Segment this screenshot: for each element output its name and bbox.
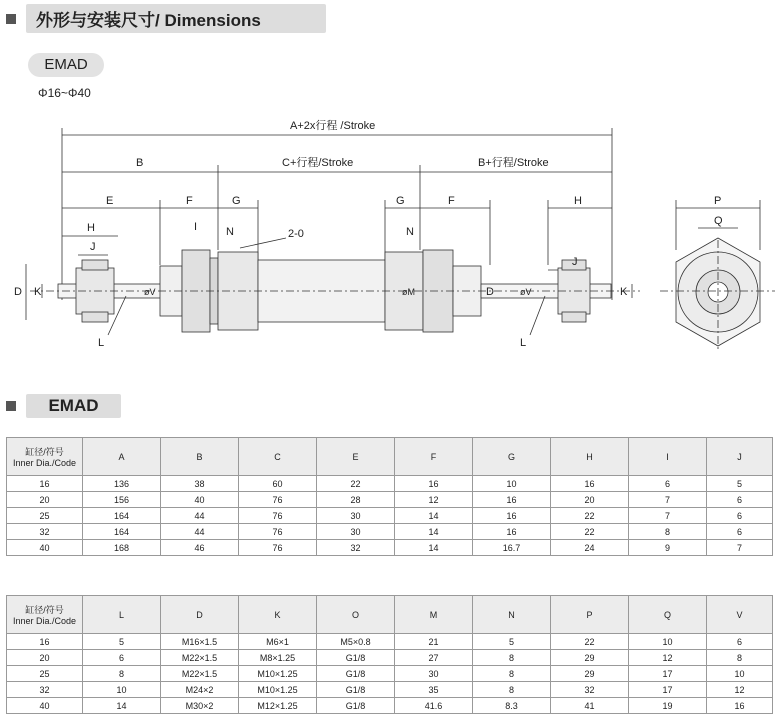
- code-cell: 16: [7, 476, 83, 492]
- table-cell: M30×2: [161, 698, 239, 714]
- table-cell: 22: [317, 476, 395, 492]
- table-cell: 40: [161, 492, 239, 508]
- table-cell: 38: [161, 476, 239, 492]
- table-cell: 76: [239, 540, 317, 556]
- table-cell: 5: [473, 634, 551, 650]
- table-cell: 7: [707, 540, 773, 556]
- label-n-right: N: [406, 226, 414, 238]
- section-header-dimensions: [6, 4, 326, 33]
- header-k: K: [239, 596, 317, 634]
- header-code: 缸径/符号 Inner Dia./Code: [7, 438, 83, 476]
- table-cell: 32: [317, 540, 395, 556]
- table-cell: G1/8: [317, 682, 395, 698]
- label-two-zero: 2-0: [288, 228, 304, 240]
- table-cell: 136: [83, 476, 161, 492]
- header-a: A: [83, 438, 161, 476]
- table-row: [7, 650, 773, 666]
- code-cell: 25: [7, 666, 83, 682]
- table-cell: 46: [161, 540, 239, 556]
- table-cell: 8: [473, 666, 551, 682]
- code-cell: 40: [7, 698, 83, 714]
- table-cell: 22: [551, 634, 629, 650]
- label-j-left: J: [90, 241, 96, 253]
- header-d: D: [161, 596, 239, 634]
- code-cell: 20: [7, 492, 83, 508]
- header-h: H: [551, 438, 629, 476]
- table-cell: 168: [83, 540, 161, 556]
- table-cell: 10: [629, 634, 707, 650]
- table-cell: 14: [395, 540, 473, 556]
- label-k-left: K: [34, 286, 42, 298]
- section-title: 外形与安装尺寸/ Dimensions: [26, 4, 326, 33]
- table-cell: 27: [395, 650, 473, 666]
- label-b-stroke: B+行程/Stroke: [478, 157, 549, 169]
- table-row: [7, 540, 773, 556]
- table-cell: 10: [707, 666, 773, 682]
- label-b: B: [136, 157, 144, 169]
- table-cell: M10×1.25: [239, 682, 317, 698]
- table-cell: 76: [239, 492, 317, 508]
- bullet-square-icon: [6, 14, 16, 24]
- code-cell: 16: [7, 634, 83, 650]
- table-cell: 14: [395, 508, 473, 524]
- table-cell: 7: [629, 492, 707, 508]
- table-cell: 14: [83, 698, 161, 714]
- header-o: O: [317, 596, 395, 634]
- table-cell: 41: [551, 698, 629, 714]
- table-cell: G1/8: [317, 666, 395, 682]
- label-f-left: F: [186, 195, 193, 207]
- table-cell: 6: [707, 634, 773, 650]
- label-i: I: [194, 221, 198, 233]
- table-cell: 22: [551, 524, 629, 540]
- table-cell: 10: [83, 682, 161, 698]
- label-f-right: F: [448, 195, 455, 207]
- table-cell: 5: [83, 634, 161, 650]
- label-n-left: N: [226, 226, 234, 238]
- bore-range: Φ16~Φ40: [38, 86, 91, 100]
- table-cell: 28: [317, 492, 395, 508]
- table-row: [7, 524, 773, 540]
- table-cell: 44: [161, 508, 239, 524]
- table-cell: 12: [629, 650, 707, 666]
- header-n: N: [473, 596, 551, 634]
- table-cell: 8: [707, 650, 773, 666]
- label-v-left: øV: [144, 287, 156, 297]
- dimensions-table-1: [6, 437, 773, 556]
- table-cell: 76: [239, 508, 317, 524]
- header-j: J: [707, 438, 773, 476]
- label-j-right: J: [572, 256, 578, 268]
- table-cell: 60: [239, 476, 317, 492]
- code-cell: 32: [7, 682, 83, 698]
- label-a-total: A+2x行程 /Stroke: [290, 120, 376, 132]
- label-k-right: K: [620, 286, 628, 298]
- table-cell: 16: [395, 476, 473, 492]
- header-code: 缸径/符号 Inner Dia./Code: [7, 596, 83, 634]
- label-p: P: [714, 195, 722, 207]
- table-cell: 16: [707, 698, 773, 714]
- table-cell: 16: [551, 476, 629, 492]
- table-cell: 12: [707, 682, 773, 698]
- label-h-right: H: [574, 195, 582, 207]
- table-cell: 24: [551, 540, 629, 556]
- table-row: [7, 508, 773, 524]
- table-cell: 156: [83, 492, 161, 508]
- table-row: [7, 492, 773, 508]
- table-cell: 8: [473, 682, 551, 698]
- table-cell: 30: [317, 508, 395, 524]
- section-title: EMAD: [26, 394, 121, 418]
- label-c-stroke: C+行程/Stroke: [282, 157, 354, 169]
- label-q: Q: [714, 215, 723, 227]
- header-c: C: [239, 438, 317, 476]
- table-cell: M5×0.8: [317, 634, 395, 650]
- header-m: M: [395, 596, 473, 634]
- header-v: V: [707, 596, 773, 634]
- label-d-right: D: [486, 286, 494, 298]
- header-b: B: [161, 438, 239, 476]
- table-cell: 12: [395, 492, 473, 508]
- table-cell: 76: [239, 524, 317, 540]
- table-cell: 16: [473, 524, 551, 540]
- bullet-square-icon: [6, 401, 16, 411]
- table-cell: 21: [395, 634, 473, 650]
- header-p: P: [551, 596, 629, 634]
- table-cell: 6: [707, 524, 773, 540]
- table-cell: 14: [395, 524, 473, 540]
- table-cell: 8.3: [473, 698, 551, 714]
- table-cell: 9: [629, 540, 707, 556]
- table-cell: 7: [629, 508, 707, 524]
- table-row: [7, 682, 773, 698]
- code-cell: 40: [7, 540, 83, 556]
- table-cell: G1/8: [317, 650, 395, 666]
- section-header-emad: [6, 394, 121, 418]
- table-cell: 10: [473, 476, 551, 492]
- code-cell: 25: [7, 508, 83, 524]
- label-m: øM: [402, 287, 415, 297]
- model-badge: EMAD: [28, 53, 104, 77]
- table-cell: M8×1.25: [239, 650, 317, 666]
- table-cell: 22: [551, 508, 629, 524]
- table-cell: M24×2: [161, 682, 239, 698]
- table-cell: M22×1.5: [161, 666, 239, 682]
- table-cell: 41.6: [395, 698, 473, 714]
- table-cell: 29: [551, 666, 629, 682]
- table-cell: 16: [473, 508, 551, 524]
- header-q: Q: [629, 596, 707, 634]
- label-g-left: G: [232, 195, 241, 207]
- table-cell: 29: [551, 650, 629, 666]
- label-d-left: D: [14, 286, 22, 298]
- table-cell: 19: [629, 698, 707, 714]
- table-cell: 17: [629, 666, 707, 682]
- header-f: F: [395, 438, 473, 476]
- table-cell: 30: [395, 666, 473, 682]
- table-cell: 35: [395, 682, 473, 698]
- table-row: [7, 634, 773, 650]
- label-l-right: L: [520, 337, 527, 349]
- table-cell: 5: [707, 476, 773, 492]
- table-cell: M16×1.5: [161, 634, 239, 650]
- table-cell: 6: [83, 650, 161, 666]
- header-i: I: [629, 438, 707, 476]
- table-cell: 16: [473, 492, 551, 508]
- table-row: [7, 666, 773, 682]
- code-cell: 20: [7, 650, 83, 666]
- code-cell: 32: [7, 524, 83, 540]
- table-cell: 6: [629, 476, 707, 492]
- table-cell: M12×1.25: [239, 698, 317, 714]
- table-cell: 6: [707, 492, 773, 508]
- table-cell: 164: [83, 508, 161, 524]
- table-cell: G1/8: [317, 698, 395, 714]
- table-cell: 16.7: [473, 540, 551, 556]
- table-cell: 8: [473, 650, 551, 666]
- table-cell: 6: [707, 508, 773, 524]
- table-row: [7, 476, 773, 492]
- label-l-left: L: [98, 337, 105, 349]
- label-h-left: H: [87, 222, 95, 234]
- label-g-right: G: [396, 195, 405, 207]
- header-e: E: [317, 438, 395, 476]
- table-cell: 44: [161, 524, 239, 540]
- table-cell: 164: [83, 524, 161, 540]
- label-e: E: [106, 195, 114, 207]
- table-cell: M6×1: [239, 634, 317, 650]
- dimensions-table-2: [6, 595, 773, 714]
- table-row: [7, 698, 773, 714]
- header-l: L: [83, 596, 161, 634]
- table-cell: M22×1.5: [161, 650, 239, 666]
- table-cell: M10×1.25: [239, 666, 317, 682]
- table-cell: 30: [317, 524, 395, 540]
- table-cell: 8: [83, 666, 161, 682]
- header-g: G: [473, 438, 551, 476]
- table-cell: 32: [551, 682, 629, 698]
- label-v-right: øV: [520, 287, 532, 297]
- table-cell: 8: [629, 524, 707, 540]
- table-cell: 20: [551, 492, 629, 508]
- table-cell: 17: [629, 682, 707, 698]
